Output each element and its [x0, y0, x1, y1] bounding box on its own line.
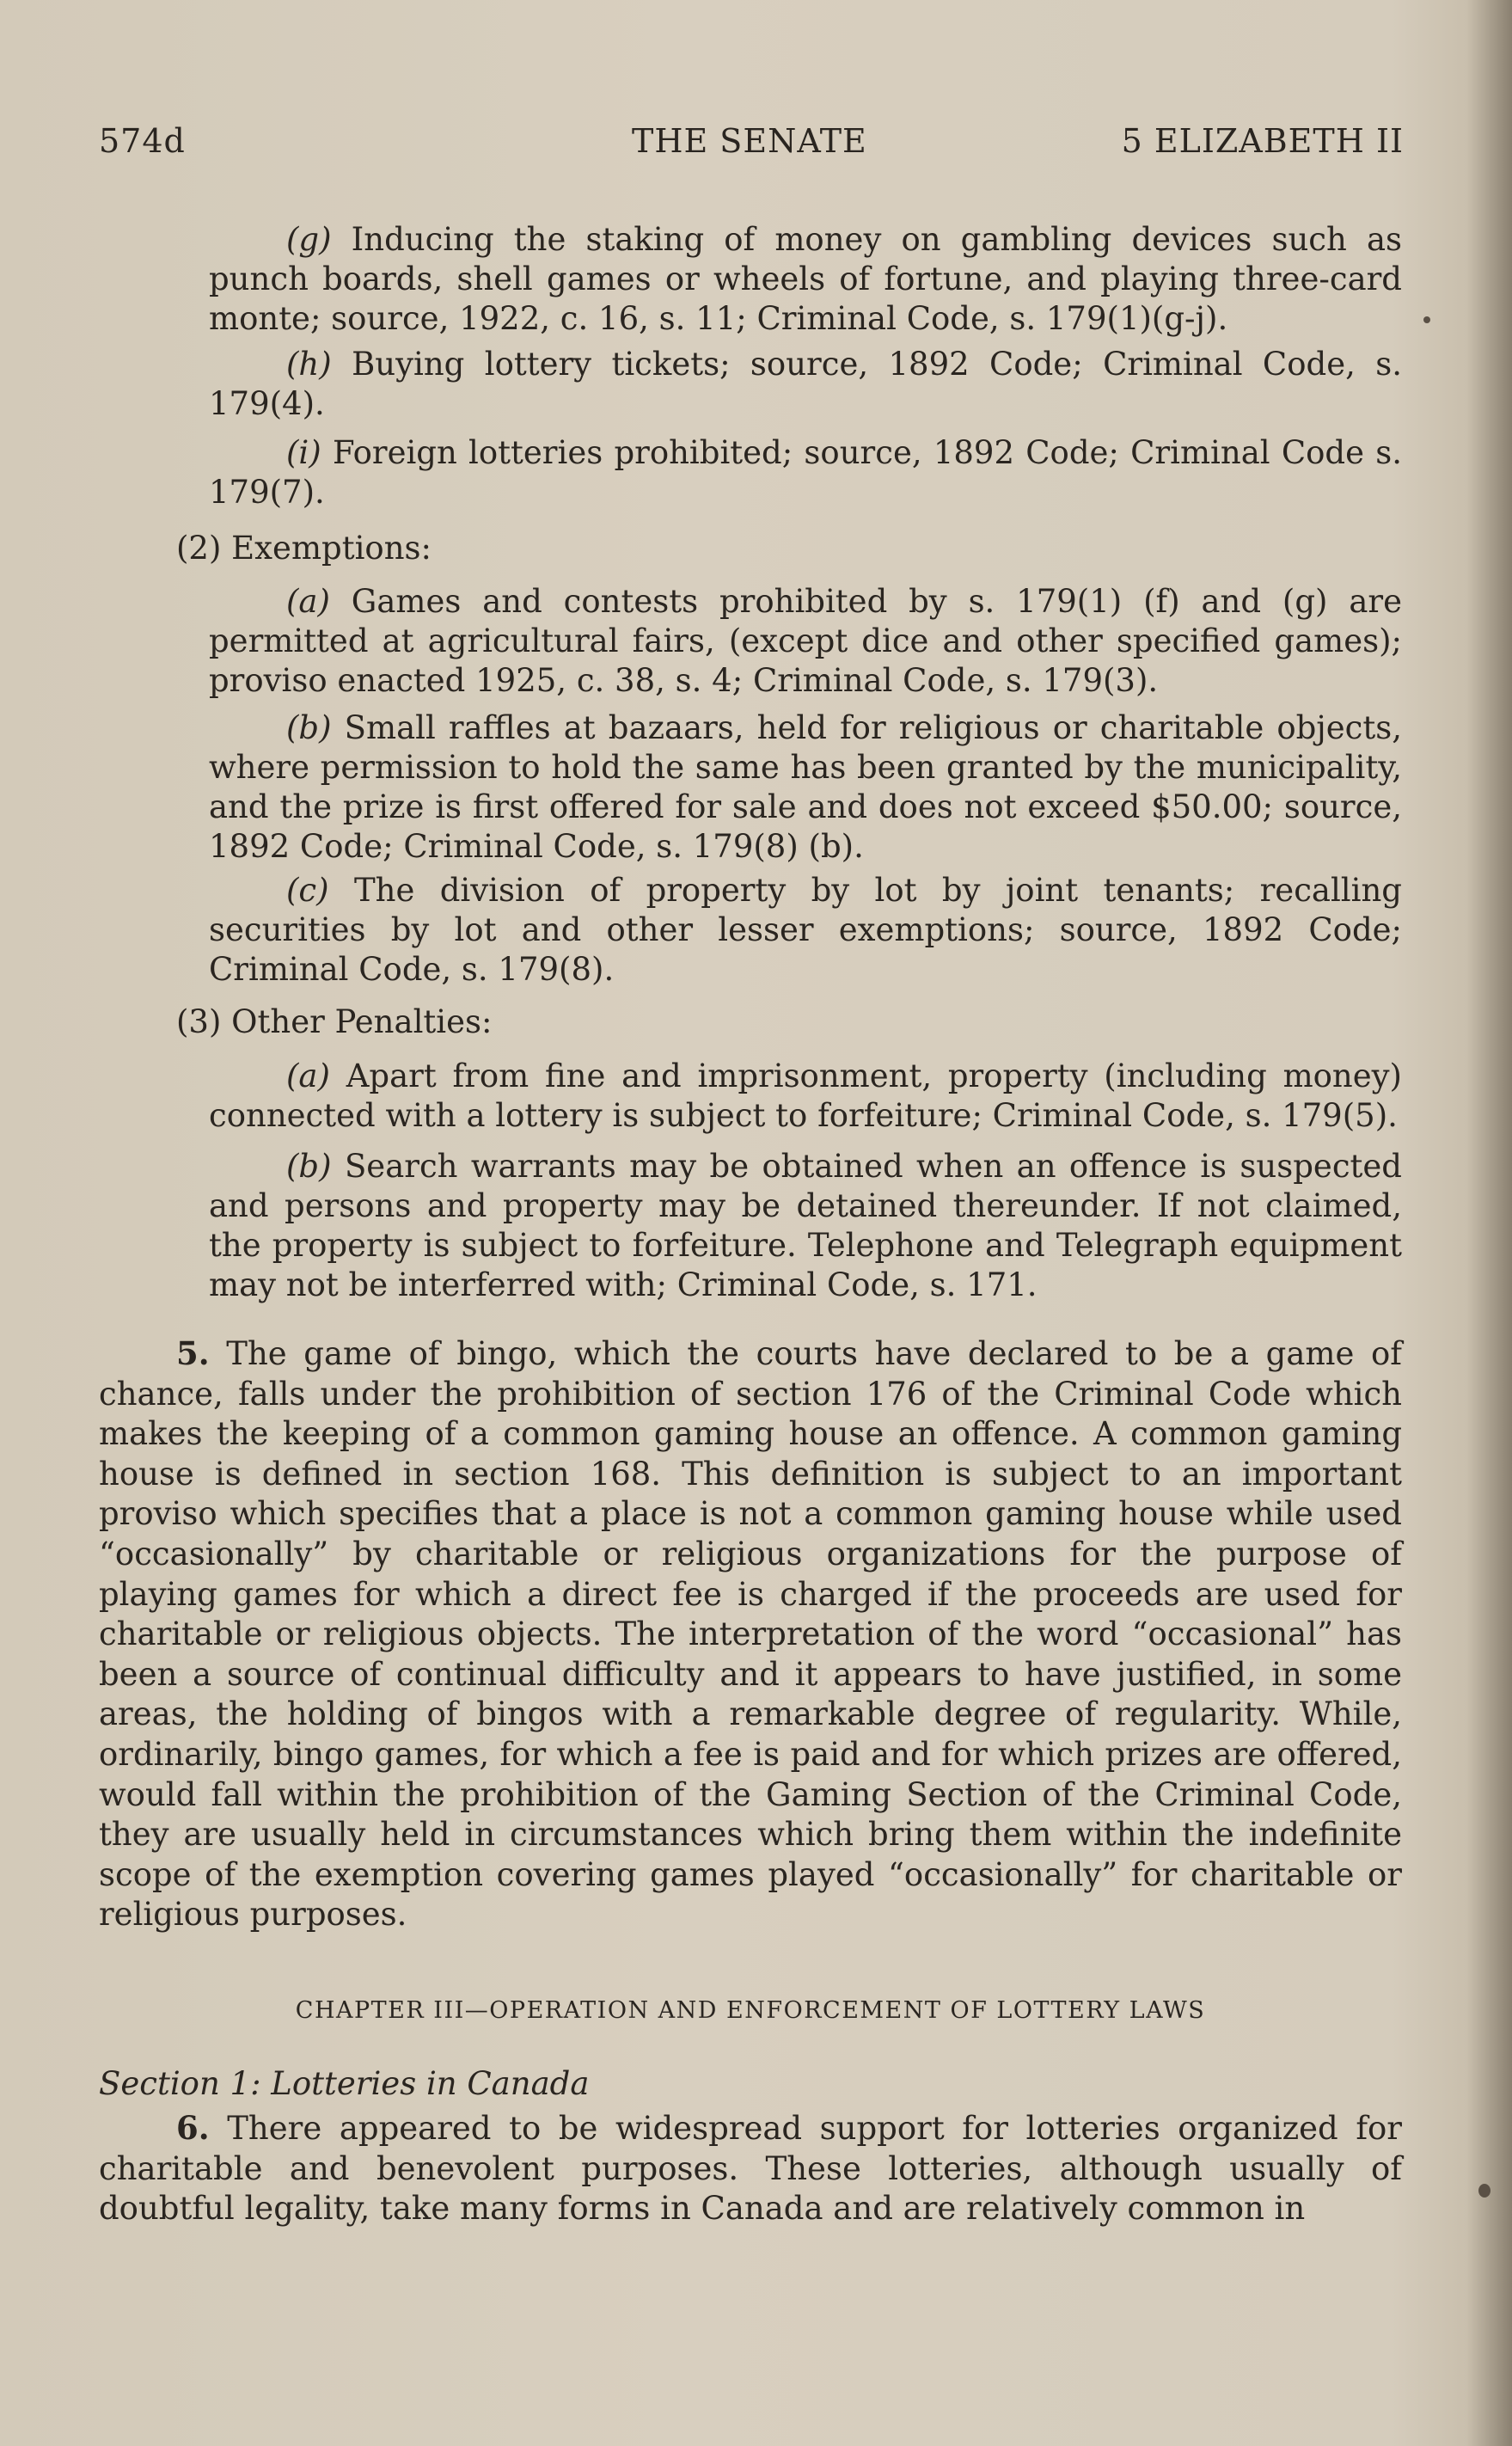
- paragraph-text: There appeared to be widespread support for lotteries organized for charitable and benevolent purposes. These lotteries, although usually of doubtful legality, take many forms in Canada and are relatively common in: [99, 2110, 1402, 2228]
- list-item: [209, 345, 1402, 424]
- item-label: (a): [286, 583, 330, 620]
- page-number: 574d: [99, 122, 186, 160]
- item-text: Apart from fine and imprisonment, property (including money) connected with a lottery is subject to forfeiture; Criminal Code, s. 179(5).: [209, 1057, 1402, 1134]
- item-text: Inducing the staking of money on gambling devices such as punch boards, shell games or wheels of fortune, and playing three-card monte; source, 1922, c. 16, s. 11; Criminal Code, s. 179(1)(g-j).: [209, 221, 1402, 337]
- item-text: Search warrants may be obtained when an offence is suspected and persons and property may be detained thereunder. If not claimed, the property is subject to forfeiture. Telephone and Telegraph equipment may not be interferred with; Criminal Code, s. 171.: [209, 1148, 1402, 1303]
- list-item: [209, 582, 1402, 701]
- item-label: (a): [286, 1057, 330, 1094]
- page-header: [99, 122, 1404, 165]
- item-text: Small raffles at bazaars, held for religious or charitable objects, where permission to hold the same has been granted by the municipality, and the prize is first offered for sale and does not exceed $50.00; source, 1892 Code; Criminal Code, s. 179(8) (b).: [209, 709, 1402, 865]
- volume-label: 5 ELIZABETH II: [1121, 122, 1404, 160]
- item-text: The division of property by lot by joint tenants; recalling securities by lot and other lesser exemptions; source, 1892 Code; Criminal Code, s. 179(8).: [209, 872, 1402, 988]
- list-item: [209, 1057, 1402, 1136]
- item-text: Games and contests prohibited by s. 179(1) (f) and (g) are permitted at agricultural fairs, (except dice and other specified games); proviso enacted 1925, c. 38, s. 4; Criminal Code, s. 179(3).: [209, 583, 1402, 699]
- list-item: [209, 708, 1402, 867]
- list-item: [209, 1147, 1402, 1305]
- paper-speck: [1423, 316, 1430, 323]
- item-text: Foreign lotteries prohibited; source, 1892 Code; Criminal Code s. 179(7).: [209, 434, 1402, 511]
- exemptions-heading: (2) Exemptions:: [176, 530, 432, 567]
- paragraph-6: [99, 2108, 1402, 2229]
- paragraph-number: 5.: [176, 1334, 210, 1372]
- item-label: (c): [286, 872, 329, 909]
- item-label: (h): [286, 346, 332, 383]
- list-item: [209, 433, 1402, 512]
- section-heading: Section 1: Lotteries in Canada: [99, 2065, 590, 2102]
- penalties-heading: (3) Other Penalties:: [176, 1003, 493, 1040]
- item-label: (b): [286, 1148, 332, 1185]
- chapter-heading: CHAPTER III—OPERATION AND ENFORCEMENT OF LOTTERY LAWS: [295, 1997, 1206, 2024]
- item-text: Buying lottery tickets; source, 1892 Code; Criminal Code, s. 179(4).: [209, 346, 1402, 422]
- list-item: [209, 871, 1402, 990]
- list-item: [209, 220, 1402, 339]
- item-label: (i): [286, 434, 321, 471]
- item-label: (b): [286, 709, 332, 746]
- paper-speck: [1478, 2184, 1491, 2198]
- paragraph-text: The game of bingo, which the courts have declared to be a game of chance, falls under the prohibition of section 176 of the Criminal Code which makes the keeping of a common gaming house an offence. A common gaming house is defined in section 168. This definition is subject to an important proviso which specifies that a place is not a common gaming house while used “occasionally” by charitable or religious organizations for the purpose of playing games for which a direct fee is charged if the proceeds are used for charitable or religious objects. The interpretation of the word “occasional” has been a source of continual difficulty and it appears to have justified, in some areas, the holding of bingos with a remarkable degree of regularity. While, ordinarily, bingo games, for which a fee is paid and for which prizes are offered, would fall within the prohibition of the Gaming Section of the Criminal Code, they are usually held in circumstances which bring them within the indefinite scope of the exemption covering games played “occasionally” for charitable or religious purposes.: [99, 1335, 1402, 1934]
- item-label: (g): [286, 221, 332, 258]
- running-title: THE SENATE: [632, 122, 867, 160]
- paragraph-5: [99, 1333, 1402, 1935]
- paragraph-number: 6.: [176, 2109, 210, 2147]
